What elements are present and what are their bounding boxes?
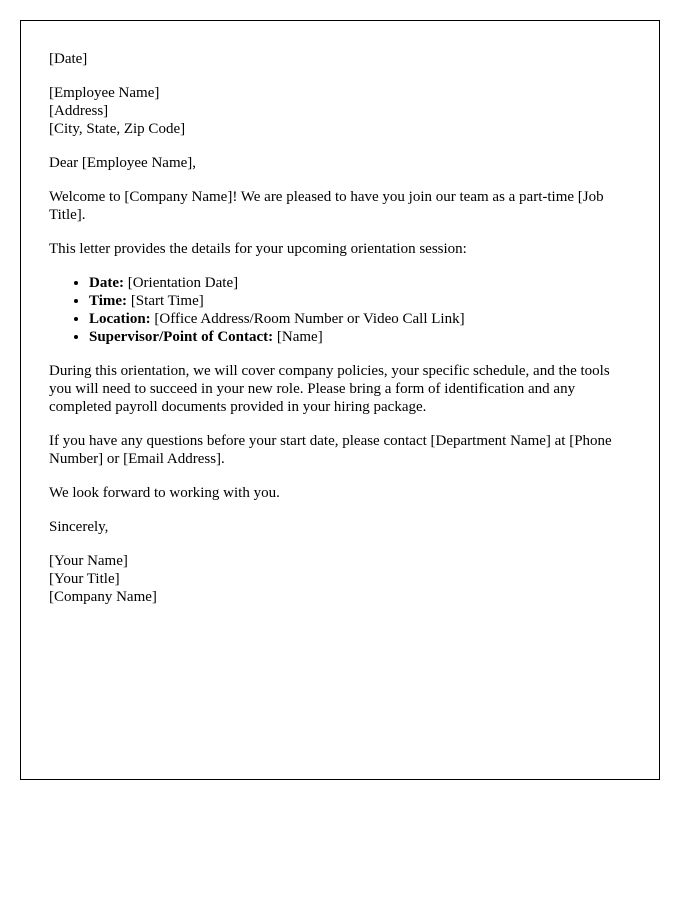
welcome-paragraph: Welcome to [Company Name]! We are pleased to have you join our team as a part-time [Job Title]. <box>49 189 604 223</box>
intro-paragraph: This letter provides the details for your upcoming orientation session: <box>49 241 467 257</box>
detail-item-supervisor <box>89 328 631 346</box>
detail-label: Date: <box>89 275 124 291</box>
detail-item-time <box>89 292 631 310</box>
signoff: Sincerely, <box>49 519 109 535</box>
detail-item-date <box>89 274 631 292</box>
letter-date: [Date] <box>49 51 88 67</box>
detail-value: [Start Time] <box>127 293 204 309</box>
detail-value: [Name] <box>273 329 323 345</box>
detail-label: Time: <box>89 293 128 309</box>
questions-paragraph: If you have any questions before your start date, please contact [Department Name] at [Phone Number] or [Email Address]. <box>49 433 612 467</box>
signature-title: [Your Title] <box>49 571 120 587</box>
orientation-details-list <box>49 274 631 346</box>
closing-line: We look forward to working with you. <box>49 485 280 501</box>
detail-label: Location: <box>89 311 151 327</box>
recipient-block <box>49 84 631 138</box>
recipient-address: [Address] <box>49 103 109 119</box>
detail-value: [Orientation Date] <box>123 275 239 291</box>
recipient-name: [Employee Name] <box>49 85 160 101</box>
salutation: Dear [Employee Name], <box>49 155 197 171</box>
detail-label: Supervisor/Point of Contact: <box>89 329 274 345</box>
detail-item-location <box>89 310 631 328</box>
orientation-paragraph: During this orientation, we will cover company policies, your specific schedule, and the tools you will need to succeed in your new role. Please bring a form of identification and any completed payroll documents provided in your hiring package. <box>49 363 610 415</box>
detail-value: [Office Address/Room Number or Video Call Link] <box>150 311 465 327</box>
recipient-city-state-zip: [City, State, Zip Code] <box>49 121 186 137</box>
signature-block <box>49 552 631 606</box>
signature-company: [Company Name] <box>49 589 157 605</box>
signature-name: [Your Name] <box>49 553 128 569</box>
letter-document <box>20 20 660 780</box>
